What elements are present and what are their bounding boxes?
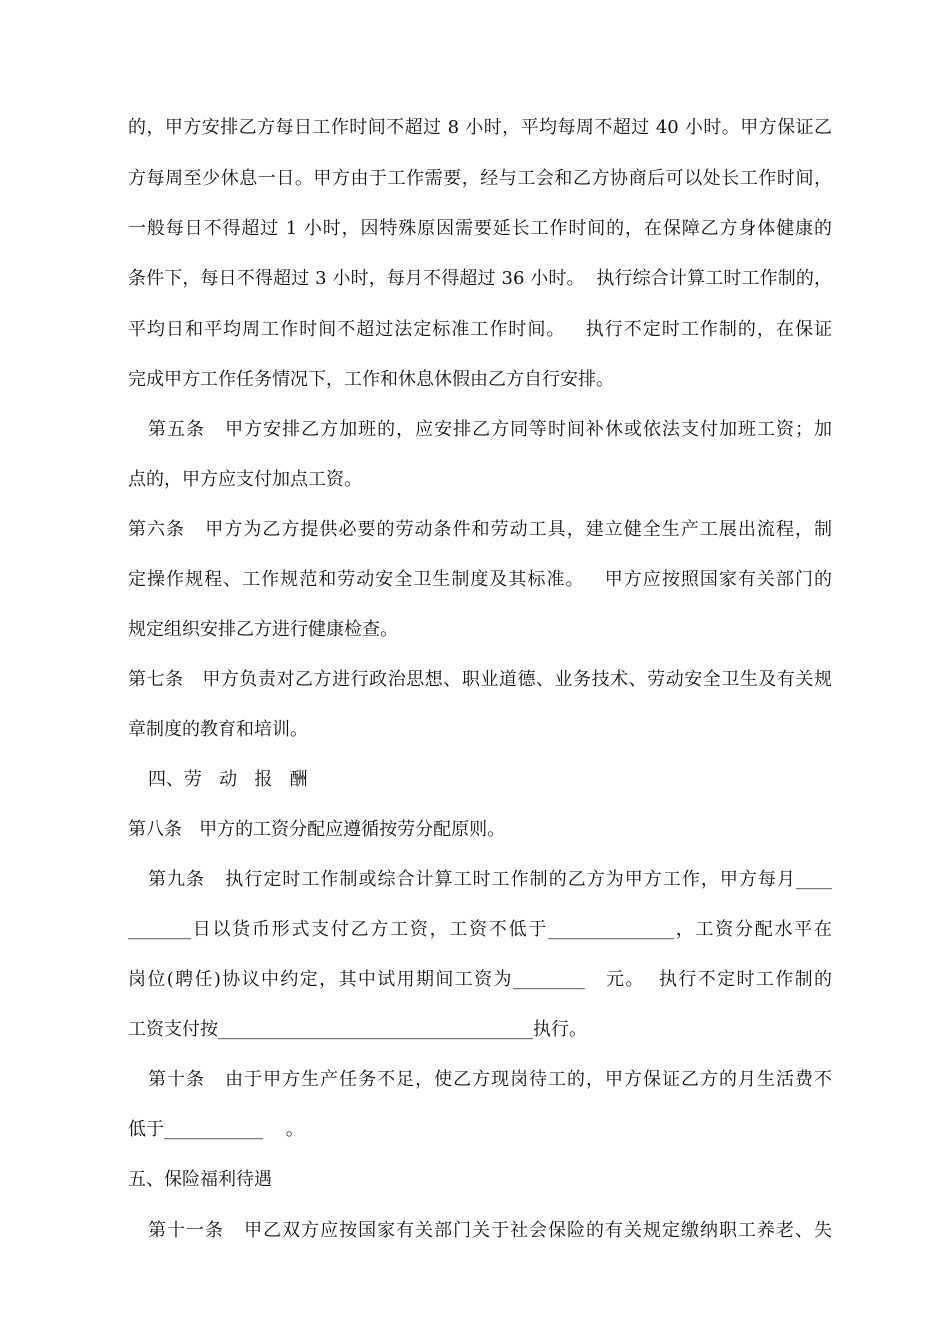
text-line: 完成甲方工作任务情况下，工作和休息休假由乙方自行安排。 (128, 369, 614, 390)
text-line: 点的，甲方应支付加点工资。 (128, 469, 362, 490)
article-6-heading-line: 第六条 甲方为乙方提供必要的劳动条件和劳动工具，建立健全生产工展出流程，制 (128, 519, 832, 540)
text-line: 岗位(聘任)协议中约定，其中试用期间工资为________ 元。 执行不定时工作制的 (128, 969, 832, 990)
text-line: 方每周至少休息一日。甲方由于工作需要，经与工会和乙方协商后可以处长工作时间， (128, 168, 832, 189)
text-line: _______日以货币形式支付乙方工资，工资不低于______________，工资分配水平在 (128, 919, 832, 940)
section-4-heading: 四、劳 动 报 酬 (148, 769, 308, 790)
text-line: 工资支付按___________________________________执行。 (128, 1019, 587, 1040)
text-line: 平均日和平均周工作时间不超过法定标准工作时间。 执行不定时工作制的，在保证 (128, 319, 832, 340)
text-line: 条件下，每日不得超过 3 小时，每月不得超过 36 小时。 执行综合计算工时工作制的， (128, 268, 832, 289)
text-line: 一般每日不得超过 1 小时，因特殊原因需要延长工作时间的，在保障乙方身体健康的 (128, 218, 832, 239)
text-line: 定操作规程、工作规范和劳动安全卫生制度及其标准。 甲方应按照国家有关部门的 (128, 569, 832, 590)
article-11-heading-line: 第十一条 甲乙双方应按国家有关部门关于社会保险的有关规定缴纳职工养老、失 (148, 1220, 832, 1241)
text-line: 规定组织安排乙方进行健康检查。 (128, 619, 398, 640)
text-line: 低于___________ 。 (128, 1119, 304, 1140)
text-line: 的，甲方安排乙方每日工作时间不超过 8 小时，平均每周不超过 40 小时。甲方保证乙 (128, 117, 832, 138)
article-7-heading-line: 第七条 甲方负责对乙方进行政治思想、职业道德、业务技术、劳动安全卫生及有关规 (128, 669, 832, 690)
article-8-line: 第八条 甲方的工资分配应遵循按劳分配原则。 (128, 819, 506, 840)
article-5-heading-line: 第五条 甲方安排乙方加班的，应安排乙方同等时间补休或依法支付加班工资；加 (148, 419, 832, 440)
article-10-heading-line: 第十条 由于甲方生产任务不足，使乙方现岗待工的，甲方保证乙方的月生活费不 (148, 1069, 832, 1090)
article-9-heading-line: 第九条 执行定时工作制或综合计算工时工作制的乙方为甲方工作，甲方每月____ (148, 869, 832, 890)
section-5-heading: 五、保险福利待遇 (128, 1169, 272, 1190)
text-line: 章制度的教育和培训。 (128, 719, 308, 740)
